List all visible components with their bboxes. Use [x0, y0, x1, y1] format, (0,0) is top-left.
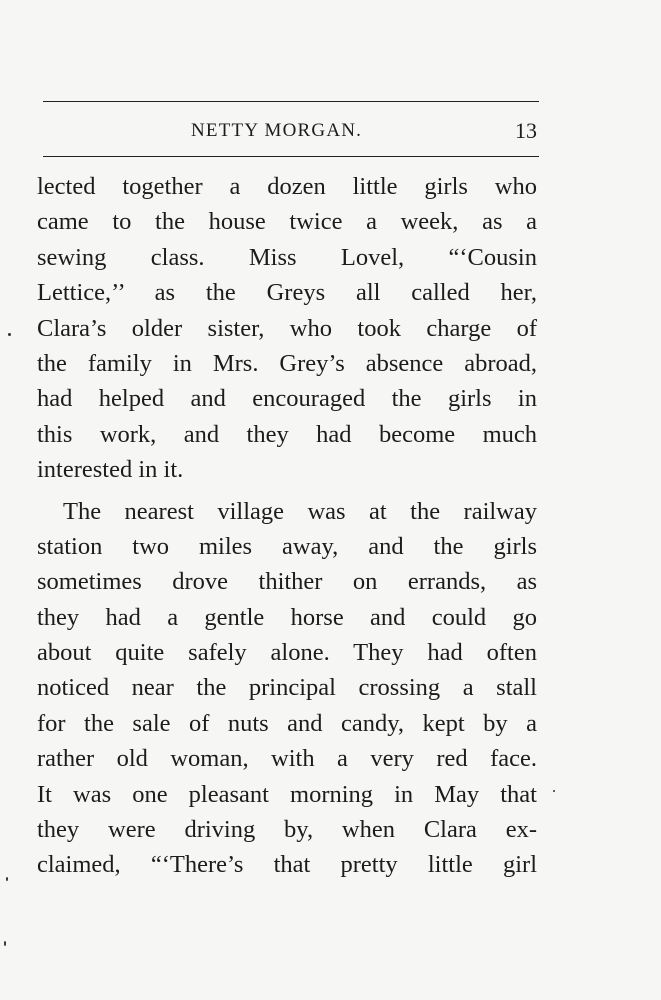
text-line: they were driving by, when Clara ex- [37, 816, 537, 844]
text-line: came to the house twice a week, as a [37, 208, 537, 236]
text-line: they had a gentle horse and could go [37, 603, 537, 631]
text-line: sometimes drove thither on errands, as [37, 568, 537, 596]
text-line: had helped and encouraged the girls in [37, 385, 537, 413]
text-line: lected together a dozen little girls who [37, 173, 537, 200]
text-line: this work, and they had become much [37, 420, 537, 448]
text-line: for the sale of nuts and candy, kept by a [37, 709, 537, 737]
text-line: the family in Mrs. Grey’s absence abroad, [37, 349, 537, 377]
text-line: It was one pleasant morning in May that [37, 780, 537, 808]
page-number: 13 [515, 118, 537, 143]
print-speck [8, 333, 11, 336]
text-line: rather old woman, with a very red face. [37, 745, 537, 773]
text-line: station two miles away, and the girls [37, 532, 537, 560]
text-line: claimed, “‘There’s that pretty little girl [37, 851, 537, 879]
text-line: Lettice,’’ as the Greys all called her, [37, 279, 537, 307]
running-head [43, 116, 539, 146]
text-line: noticed near the principal crossing a stall [37, 674, 537, 702]
paragraph-1 [37, 169, 537, 488]
text-line: about quite safely alone. They had often [37, 639, 537, 667]
text-line: interested in it. [37, 456, 184, 484]
print-speck [6, 877, 8, 881]
print-speck [4, 941, 6, 946]
text-line: sewing class. Miss Lovel, “‘Cousin [37, 243, 537, 271]
header-top-rule [43, 101, 539, 102]
body-text [37, 169, 537, 883]
text-line: Clara’s older sister, who took charge of [37, 314, 537, 342]
running-title: NETTY MORGAN. [191, 120, 363, 141]
text-line: The nearest village was at the railway [63, 497, 537, 525]
paragraph-2 [37, 494, 537, 883]
header-bottom-rule [43, 156, 539, 157]
print-speck [553, 790, 555, 792]
